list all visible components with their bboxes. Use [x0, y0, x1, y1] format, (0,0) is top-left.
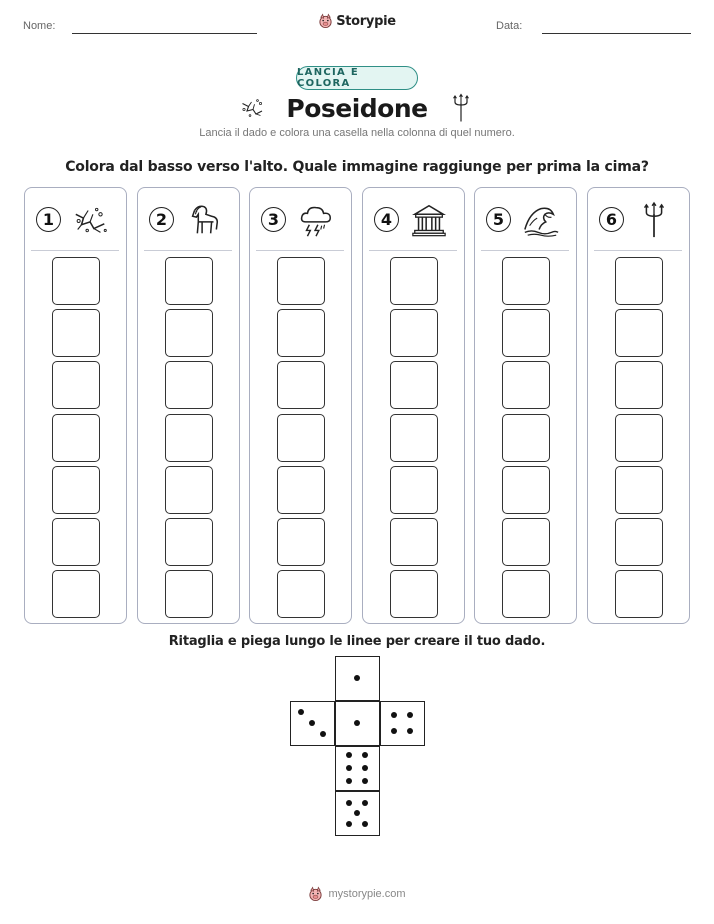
footer-url[interactable]: mystorypie.com — [328, 888, 406, 900]
column-header — [260, 200, 346, 240]
die-pip — [309, 720, 315, 726]
die-pip — [346, 821, 352, 827]
color-cell[interactable] — [390, 466, 438, 514]
column-number: 2 — [149, 207, 174, 232]
color-cell[interactable] — [52, 257, 100, 305]
die-pip — [362, 821, 368, 827]
color-cell[interactable] — [277, 257, 325, 305]
column-divider — [31, 250, 119, 251]
die-pip — [346, 778, 352, 784]
color-cell[interactable] — [615, 414, 663, 462]
die-pip — [362, 752, 368, 758]
column-header — [373, 200, 459, 240]
column-header — [598, 200, 684, 240]
brand — [0, 13, 714, 29]
die-pip — [391, 712, 397, 718]
die-pip — [407, 728, 413, 734]
die-face-1 — [335, 656, 380, 701]
color-cell[interactable] — [277, 570, 325, 618]
color-cell[interactable] — [502, 414, 550, 462]
die-pip — [391, 728, 397, 734]
column-divider — [256, 250, 344, 251]
color-cell[interactable] — [165, 309, 213, 357]
column-divider — [481, 250, 569, 251]
name-line[interactable] — [72, 33, 257, 34]
color-cell[interactable] — [390, 257, 438, 305]
column-divider — [369, 250, 457, 251]
color-cell[interactable] — [615, 257, 663, 305]
activity-tag: LANCIA E COLORA — [296, 66, 418, 90]
color-cell[interactable] — [615, 518, 663, 566]
subtitle: Lancia il dado e colora una casella nella colonna di quel numero. — [199, 127, 515, 139]
date-label: Data: — [496, 20, 523, 32]
die-pip — [362, 800, 368, 806]
color-cell[interactable] — [52, 466, 100, 514]
instruction: Colora dal basso verso l'alto. Quale immagine raggiunge per prima la cima? — [65, 159, 649, 175]
pig-logo-icon — [318, 13, 333, 29]
column-divider — [594, 250, 682, 251]
trident-icon — [446, 93, 476, 123]
page-title: Poseidone — [286, 93, 428, 123]
color-cell[interactable] — [277, 309, 325, 357]
die-pip — [407, 712, 413, 718]
color-cell[interactable] — [502, 309, 550, 357]
color-cell[interactable] — [502, 518, 550, 566]
die-pip — [346, 765, 352, 771]
color-cell[interactable] — [165, 570, 213, 618]
brand-name: Storypie — [336, 13, 396, 29]
color-cell[interactable] — [390, 518, 438, 566]
color-cell[interactable] — [52, 570, 100, 618]
column-2 — [137, 187, 240, 624]
die-face-6 — [335, 746, 380, 791]
column-divider — [144, 250, 232, 251]
column-5 — [474, 187, 577, 624]
column-header — [148, 200, 234, 240]
die-face-1 — [335, 701, 380, 746]
race-columns — [24, 187, 690, 624]
color-cell[interactable] — [165, 257, 213, 305]
die-pip — [320, 731, 326, 737]
color-cell[interactable] — [52, 414, 100, 462]
column-header — [485, 200, 571, 240]
die-face-5 — [335, 791, 380, 836]
horse-icon — [184, 201, 224, 239]
die-pip — [298, 709, 304, 715]
column-4 — [362, 187, 465, 624]
temple-icon — [409, 201, 449, 239]
footer — [0, 886, 714, 902]
title-row — [0, 90, 714, 126]
wave-icon — [521, 201, 561, 239]
color-cell[interactable] — [277, 414, 325, 462]
storm-cloud-icon — [296, 201, 336, 239]
die-pip — [354, 675, 360, 681]
column-number: 4 — [374, 207, 399, 232]
die-pip — [346, 752, 352, 758]
color-cell[interactable] — [277, 466, 325, 514]
color-cell[interactable] — [615, 570, 663, 618]
color-cell[interactable] — [390, 361, 438, 409]
color-cell[interactable] — [52, 309, 100, 357]
color-cell[interactable] — [165, 361, 213, 409]
earthquake-crack-icon — [238, 93, 268, 123]
die-pip — [346, 800, 352, 806]
color-cell[interactable] — [502, 257, 550, 305]
color-cell[interactable] — [277, 518, 325, 566]
color-cell[interactable] — [390, 309, 438, 357]
pig-logo-icon — [308, 886, 323, 902]
die-pip — [354, 720, 360, 726]
color-cell[interactable] — [615, 361, 663, 409]
die-face-4 — [380, 701, 425, 746]
color-cell[interactable] — [502, 466, 550, 514]
cut-instruction: Ritaglia e piega lungo le linee per creare il tuo dado. — [168, 634, 546, 649]
color-cell[interactable] — [277, 361, 325, 409]
trident-icon — [634, 201, 674, 239]
column-number: 3 — [261, 207, 286, 232]
column-1 — [24, 187, 127, 624]
column-6 — [587, 187, 690, 624]
name-label: Nome: — [23, 20, 56, 32]
die-face-3 — [290, 701, 335, 746]
die-net — [290, 656, 425, 836]
color-cell[interactable] — [52, 518, 100, 566]
die-pip — [362, 765, 368, 771]
color-cell[interactable] — [390, 570, 438, 618]
color-cell[interactable] — [52, 361, 100, 409]
color-cell[interactable] — [502, 361, 550, 409]
color-cell[interactable] — [615, 309, 663, 357]
column-3 — [249, 187, 352, 624]
date-line[interactable] — [542, 33, 691, 34]
earthquake-crack-icon — [71, 201, 111, 239]
color-cell[interactable] — [165, 466, 213, 514]
column-number: 5 — [486, 207, 511, 232]
column-number: 1 — [36, 207, 61, 232]
die-pip — [354, 810, 360, 816]
color-cell[interactable] — [615, 466, 663, 514]
die-pip — [362, 778, 368, 784]
color-cell[interactable] — [165, 518, 213, 566]
column-number: 6 — [599, 207, 624, 232]
color-cell[interactable] — [502, 570, 550, 618]
color-cell[interactable] — [390, 414, 438, 462]
color-cell[interactable] — [165, 414, 213, 462]
column-header — [35, 200, 121, 240]
